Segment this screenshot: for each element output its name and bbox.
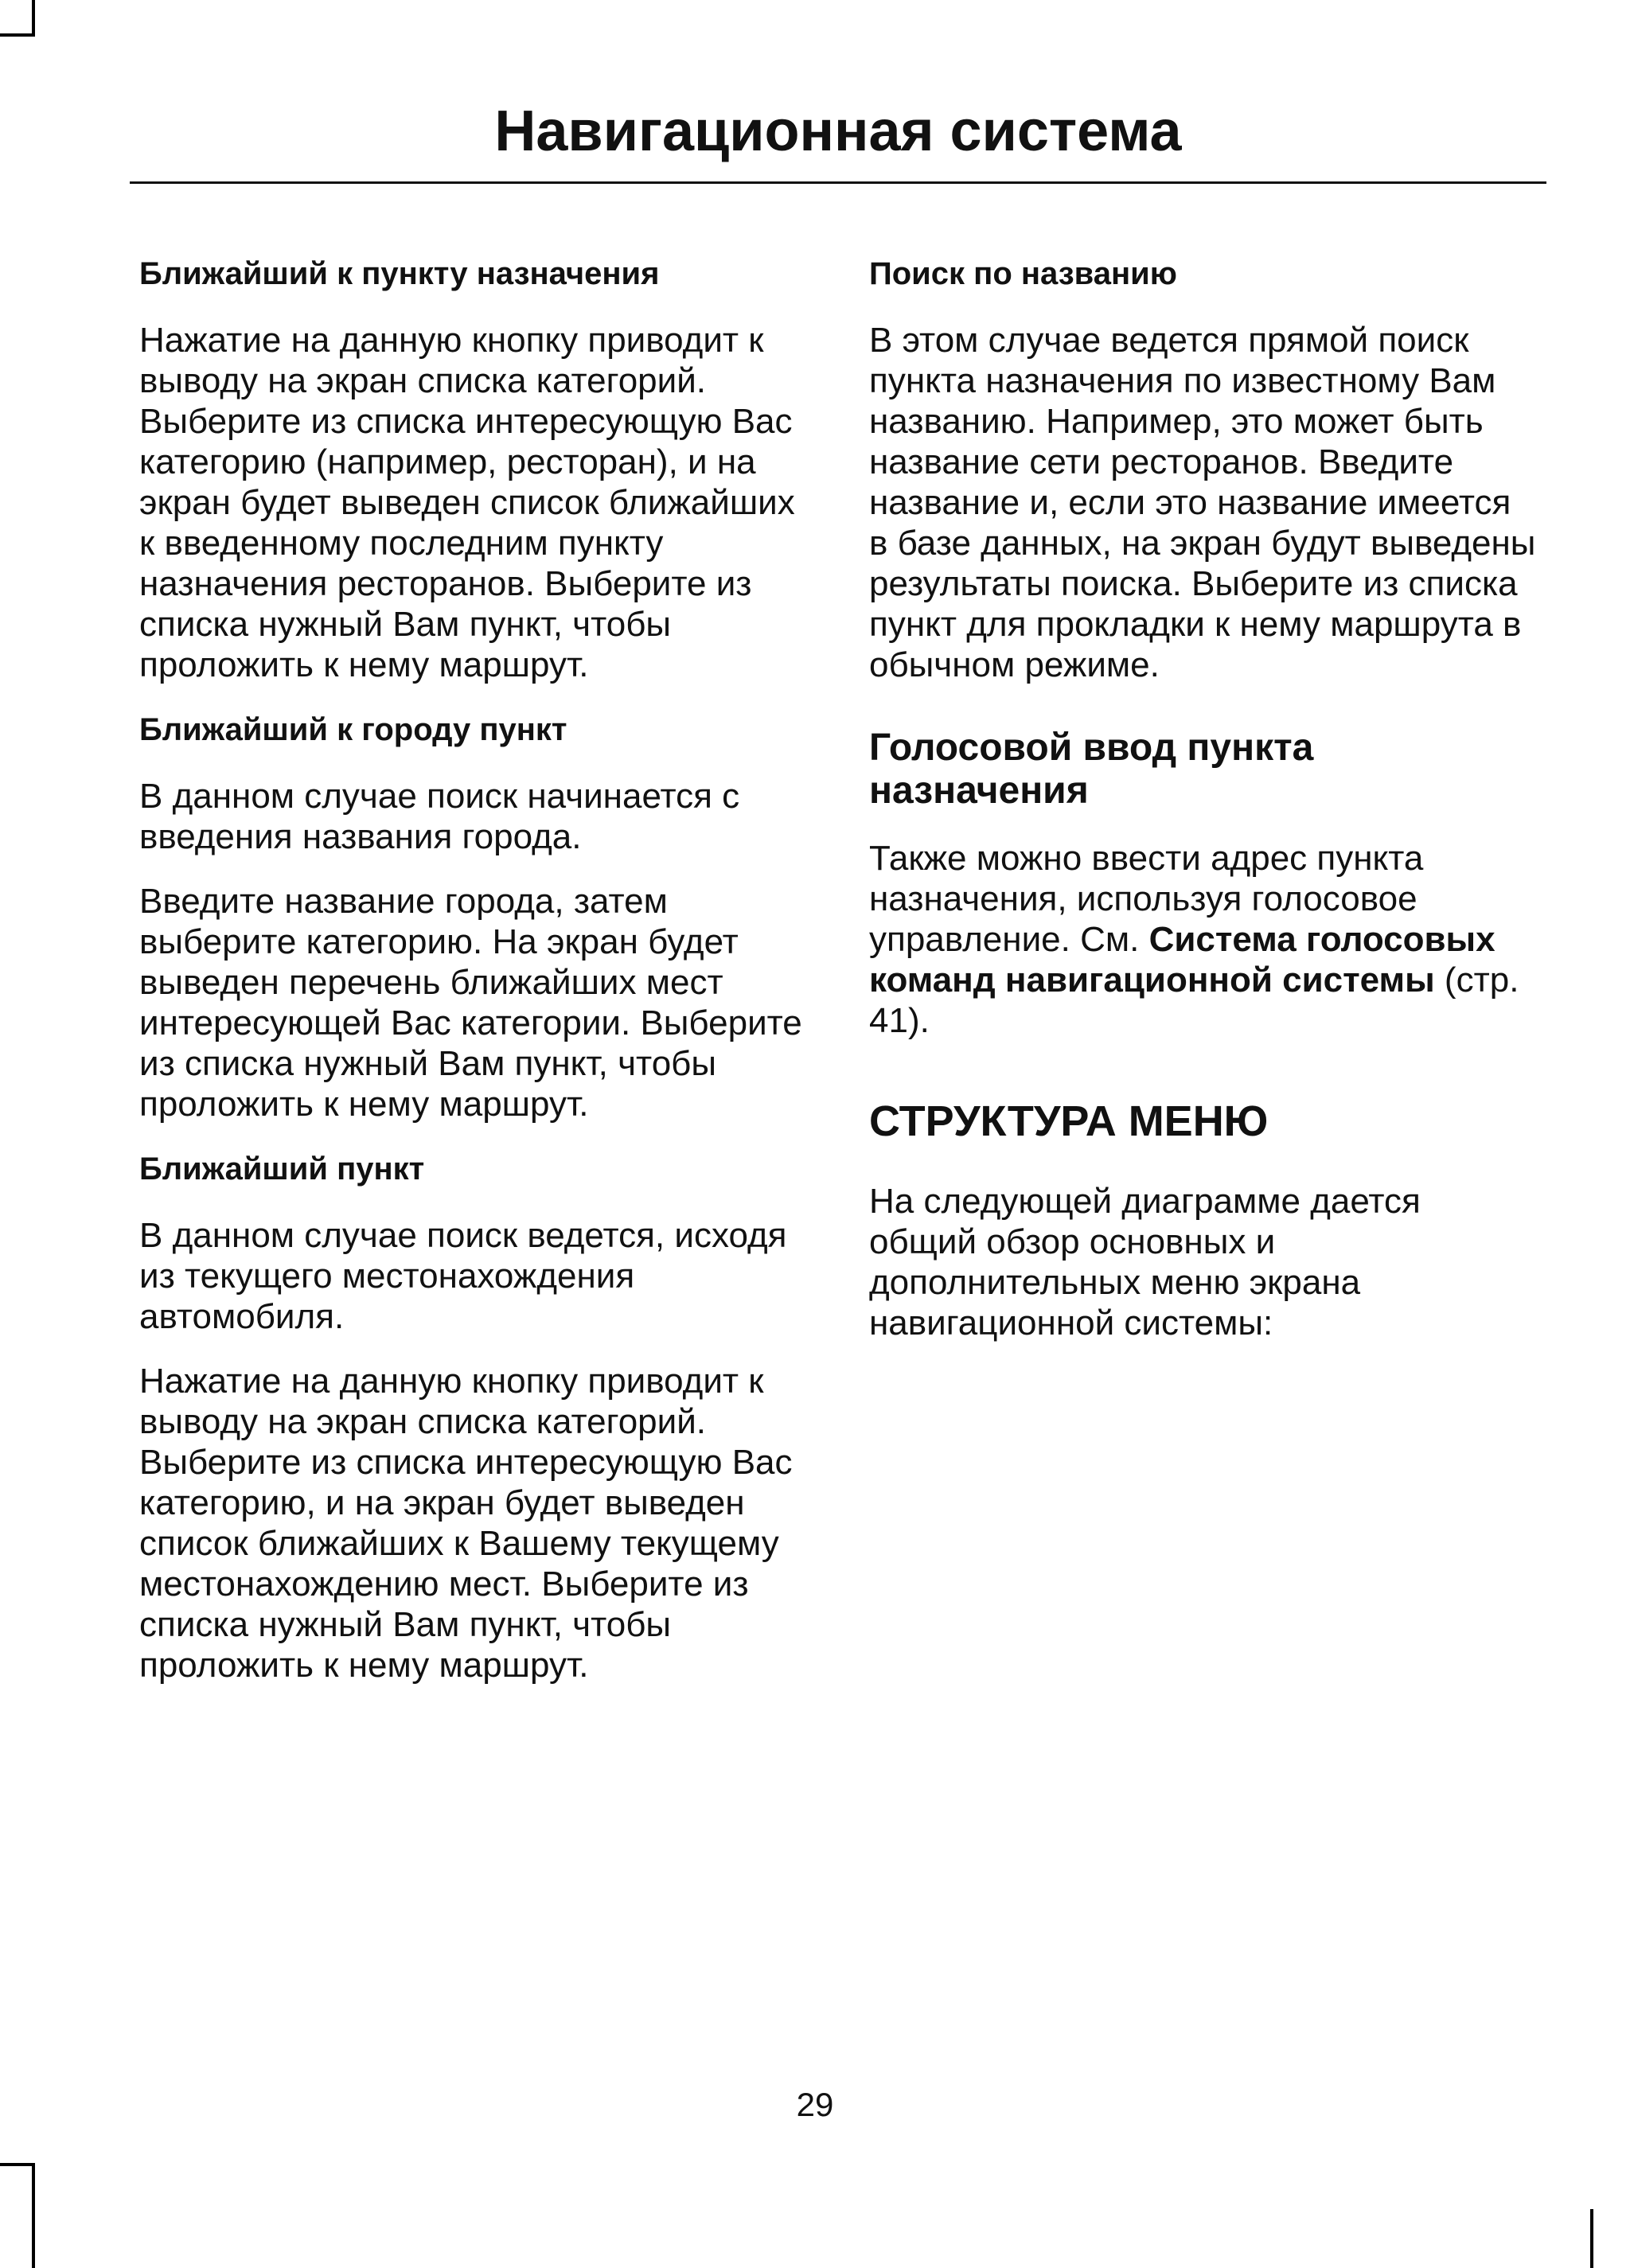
section-text-nearest-point-1: В данном случае поиск ведется, исходя из текущего местонахождения автомобиля. [139, 1216, 787, 1336]
crop-mark-top-left-h [0, 33, 35, 37]
section-heading-menu-structure: СТРУКТУРА МЕНЮ [869, 1097, 1269, 1145]
page-number: 29 [796, 2086, 834, 2123]
section-text-nearest-to-city-1: В данном случае поиск начинается с введения названия города. [139, 777, 740, 856]
section-heading-nearest-point: Ближайший пункт [139, 1152, 425, 1187]
left-column [139, 253, 806, 1709]
cross-reference-link[interactable]: Система голосовых команд навигационной системы [869, 920, 1495, 1000]
section-heading-voice-input: Голосовой ввод пункта назначения [869, 727, 1314, 812]
voice-input-text-post: (стр. 41). [869, 961, 1519, 1040]
section-heading-nearest-to-destination: Ближайший к пункту назначения [139, 256, 660, 291]
voice-input-text-pre: Также можно ввести адрес пункта назначения, используя голосовое управление. См. [869, 839, 1424, 959]
section-text-nearest-to-destination: Нажатие на данную кнопку приводит к выводу на экран списка категорий. Выберите из списка интересующую Вас категорию (например, ресторан), и на экран будет выведен список ближайших к введенному последним пункту назначения ресторанов. Выберите из списка нужный Вам пункт, чтобы проложить к нему маршрут. [139, 321, 795, 684]
section-heading-nearest-to-city: Ближайший к городу пункт [139, 712, 567, 747]
page-title: Навигационная система [494, 99, 1182, 163]
section-text-nearest-to-city-2: Введите название города, затем выберите категорию. На экран будет выведен перечень ближайших мест интересующей Вас категории. Выберите из списка нужный Вам пункт, чтобы проложить к нему маршрут. [139, 882, 802, 1124]
section-text-nearest-point-2: Нажатие на данную кнопку приводит к выводу на экран списка категорий. Выберите из списка интересующую Вас категорию, и на экран будет выведен список ближайших к Вашему текущему местонахождению мест. Выберите из списка нужный Вам пункт, чтобы проложить к нему маршрут. [139, 1362, 793, 1685]
section-text-voice-input [869, 838, 1536, 1041]
title-rule [130, 181, 1546, 184]
section-heading-search-by-name: Поиск по названию [869, 256, 1177, 291]
crop-mark-top-left-v [32, 0, 35, 37]
section-text-menu-structure: На следующей диаграмме дается общий обзор основных и дополнительных меню экрана навигационной системы: [869, 1182, 1421, 1342]
right-column [869, 253, 1536, 1367]
crop-mark-bottom-right-v [1590, 2209, 1593, 2268]
crop-mark-bottom-left-h [0, 2163, 35, 2166]
section-text-search-by-name: В этом случае ведется прямой поиск пункта назначения по известному Вам названию. Например, это может быть название сети ресторанов. Введите название и, если это название имеется в базе данных, на экран будут выведены результаты поиска. Выберите из списка пункт для прокладки к нему маршрута в обычном режиме. [869, 321, 1536, 684]
crop-mark-bottom-left-v [32, 2163, 35, 2268]
